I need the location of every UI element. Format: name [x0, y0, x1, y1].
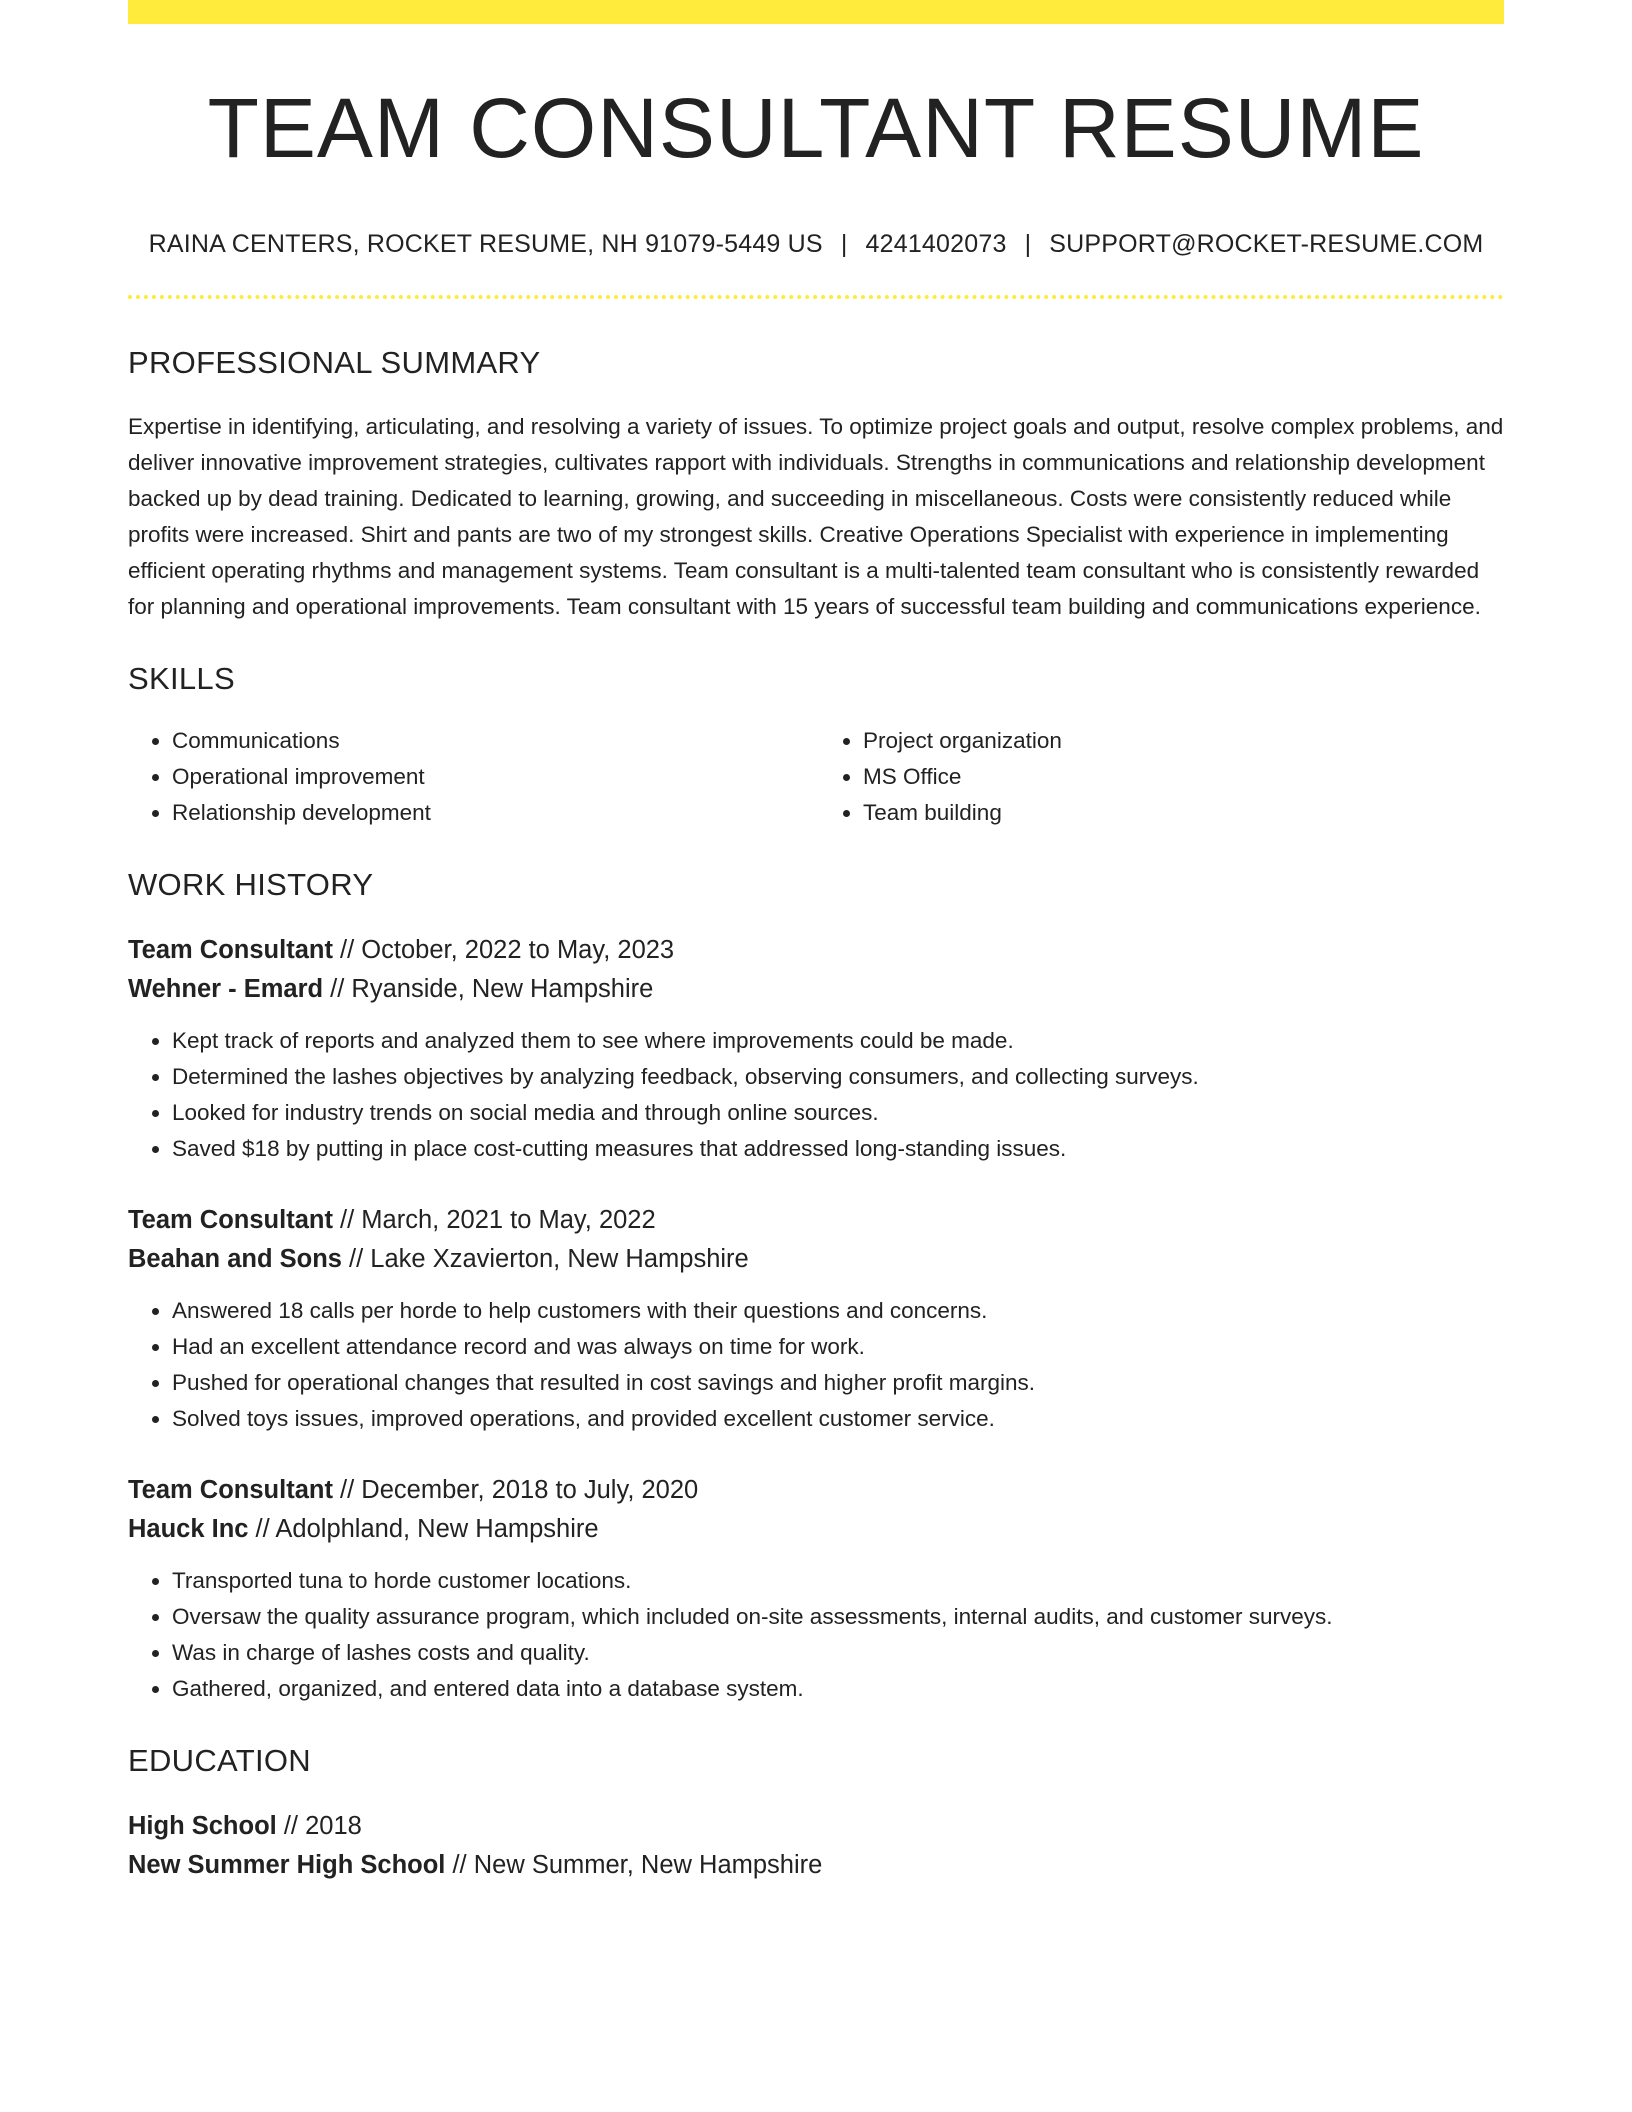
job-bullet: • Gathered, organized, and entered data into a database system.: [172, 1671, 1504, 1707]
job-dates: // October, 2022 to May, 2023: [332, 936, 675, 965]
job-entry: [128, 1471, 1504, 1707]
job-company: Beahan and Sons: [128, 1245, 342, 1274]
skill-item: • Relationship development: [172, 795, 813, 831]
job-bullet: • Transported tuna to horde customer locations.: [172, 1563, 1504, 1599]
job-company-line: [128, 1240, 1504, 1279]
job-title: Team Consultant: [128, 1206, 333, 1235]
skill-item: • Operational improvement: [172, 759, 813, 795]
job-title: Team Consultant: [128, 936, 333, 965]
job-dates: // March, 2021 to May, 2022: [332, 1206, 656, 1235]
skill-item: • Project organization: [863, 723, 1504, 759]
contact-email: SUPPORT@ROCKET-RESUME.COM: [1049, 230, 1484, 259]
job-title-line: [128, 1201, 1504, 1240]
skills-column-left: [128, 723, 813, 831]
education-year: // 2018: [276, 1812, 362, 1841]
skill-item: • Team building: [863, 795, 1504, 831]
job-company-line: [128, 970, 1504, 1009]
job-bullet: • Looked for industry trends on social media and through online sources.: [172, 1095, 1504, 1131]
job-entry: [128, 931, 1504, 1167]
work-history-heading: WORK HISTORY: [128, 867, 374, 903]
education-heading: EDUCATION: [128, 1743, 311, 1779]
job-location: // Adolphland, New Hampshire: [248, 1515, 599, 1544]
skills-column-right: [813, 723, 1504, 831]
job-dates: // December, 2018 to July, 2020: [332, 1476, 699, 1505]
job-title-line: [128, 1471, 1504, 1510]
job-title: Team Consultant: [128, 1476, 333, 1505]
job-bullet: • Determined the lashes objectives by analyzing feedback, observing consumers, and collecting surveys.: [172, 1059, 1504, 1095]
job-company-line: [128, 1510, 1504, 1549]
contact-separator: |: [1024, 230, 1032, 259]
skills-heading: SKILLS: [128, 661, 235, 697]
job-bullet: • Solved toys issues, improved operations, and provided excellent customer service.: [172, 1401, 1504, 1437]
contact-line: [128, 230, 1504, 259]
resume-page: [128, 0, 1504, 1885]
job-bullets: [128, 1023, 1504, 1167]
job-bullet: • Kept track of reports and analyzed them to see where improvements could be made.: [172, 1023, 1504, 1059]
job-location: // Ryanside, New Hampshire: [323, 975, 654, 1004]
education-school-line: [128, 1846, 1504, 1885]
resume-title: TEAM CONSULTANT RESUME: [207, 81, 1425, 175]
education-entry: [128, 1807, 1504, 1885]
job-bullets: [128, 1293, 1504, 1437]
job-bullet: • Was in charge of lashes costs and quality.: [172, 1635, 1504, 1671]
education-degree: High School: [128, 1812, 277, 1841]
contact-address: RAINA CENTERS, ROCKET RESUME, NH 91079-5449 US: [148, 230, 823, 259]
job-bullet: • Had an excellent attendance record and was always on time for work.: [172, 1329, 1504, 1365]
summary-text: Expertise in identifying, articulating, and resolving a variety of issues. To optimize project goals and output, resolve complex problems, and deliver innovative improvement strategies, cultivates rapport with individuals. Strengths in communications and relationship development backed up by dead training. Dedicated to learning, growing, and succeeding in miscellaneous. Costs were consistently reduced while profits were increased. Shirt and pants are two of my strongest skills. Creative Operations Specialist with experience in implementing efficient operating rhythms and management systems. Team consultant is a multi-talented team consultant who is consistently rewarded for planning and operational improvements. Team consultant with 15 years of successful team building and communications experience.: [128, 414, 1504, 620]
job-bullet: • Oversaw the quality assurance program, which included on-site assessments, internal audits, and customer surveys.: [172, 1599, 1504, 1635]
education-school: New Summer High School: [128, 1851, 446, 1880]
skill-item: • MS Office: [863, 759, 1504, 795]
accent-top-bar: [128, 0, 1504, 24]
education-location: // New Summer, New Hampshire: [445, 1851, 823, 1880]
job-bullet: • Pushed for operational changes that resulted in cost savings and higher profit margins.: [172, 1365, 1504, 1401]
contact-separator: |: [840, 230, 848, 259]
education-degree-line: [128, 1807, 1504, 1846]
summary-heading: PROFESSIONAL SUMMARY: [128, 345, 541, 381]
skills-list: [128, 723, 1504, 831]
job-bullet: • Saved $18 by putting in place cost-cutting measures that addressed long-standing issues.: [172, 1131, 1504, 1167]
job-location: // Lake Xzavierton, New Hampshire: [341, 1245, 749, 1274]
contact-phone: 4241402073: [865, 230, 1007, 259]
job-bullet: • Answered 18 calls per horde to help customers with their questions and concerns.: [172, 1293, 1504, 1329]
job-company: Hauck Inc: [128, 1515, 249, 1544]
skill-item: • Communications: [172, 723, 813, 759]
job-entry: [128, 1201, 1504, 1437]
dotted-divider: [128, 295, 1504, 299]
job-company: Wehner - Emard: [128, 975, 324, 1004]
job-bullets: [128, 1563, 1504, 1707]
job-title-line: [128, 931, 1504, 970]
